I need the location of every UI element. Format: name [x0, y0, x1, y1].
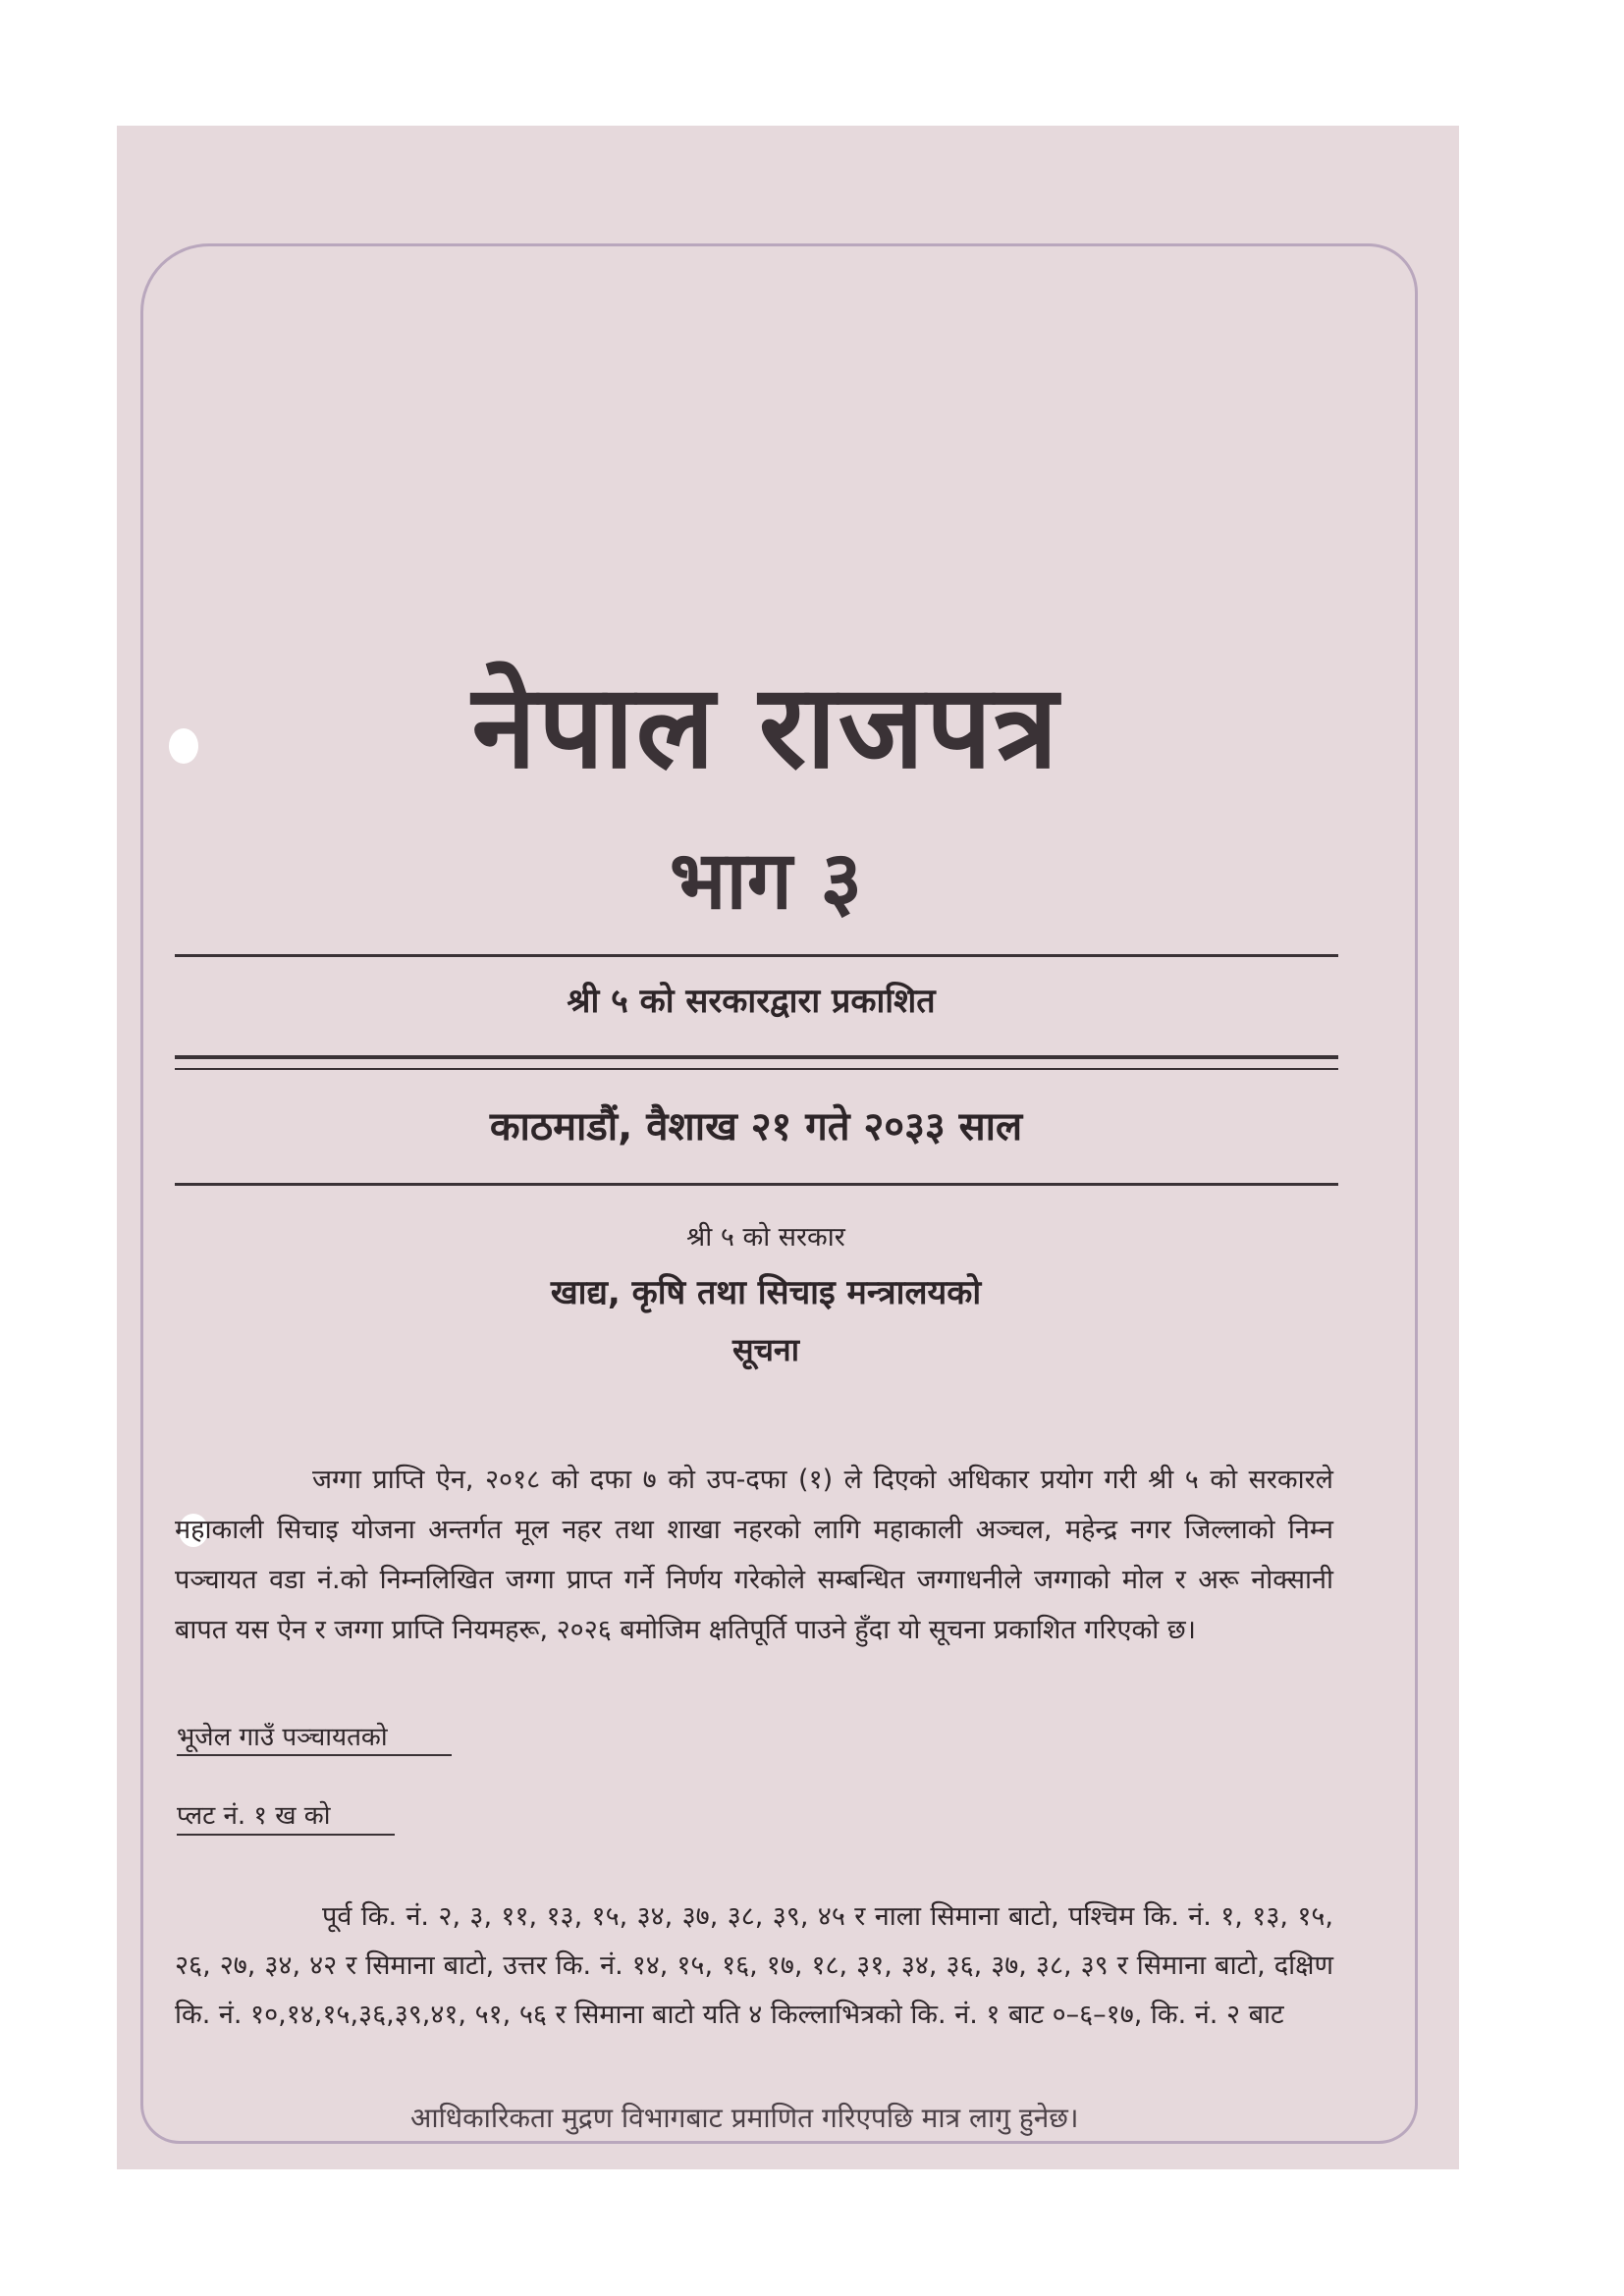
government-heading: श्री ५ को सरकार — [686, 1222, 845, 1253]
divider — [175, 1055, 1338, 1059]
notice-title: सूचना — [731, 1331, 799, 1368]
divider — [175, 1068, 1338, 1070]
publishing-authority: श्री ५ को सरकारद्वारा प्रकाशित — [567, 982, 936, 1021]
boundary-description: पूर्व कि. नं. २, ३, ११, १३, १५, ३४, ३७, ३८, ३९, ४५ र नाला सिमाना बाटो, पश्चिम कि. नं. १, १३, १५, २६, २७, ३४, ४२ र सिमाना बाटो, उत्तर कि. नं. १४, १५, १६, १७, १८, ३१, ३४, ३६, ३७, ३८, ३९ र सिमाना बाटो, दक्षिण कि. नं. १०,१४,१५,३६,३९,४१, ५१, ५६ र सिमाना बाटो यति ४ किल्लाभित्रको कि. नं. १ बाट ०–६–१७, कि. नं. २ बाट — [175, 1901, 1333, 2030]
panchayat-heading: भूजेल गाउँ पञ्चायतको — [177, 1723, 388, 1752]
punch-hole — [169, 728, 198, 764]
plot-heading: प्लट नं. १ ख को — [177, 1801, 331, 1831]
issue-dateline: काठमाडौं, वैशाख २१ गते २०३३ साल — [489, 1104, 1023, 1149]
ministry-heading: खाद्य, कृषि तथा सिचाइ मन्त्रालयको — [550, 1273, 982, 1312]
divider — [175, 954, 1338, 957]
part-number: भाग ३ — [669, 834, 863, 928]
underline — [177, 1834, 395, 1836]
page-border — [140, 243, 1418, 2144]
gazette-masthead: नेपाल राजपत्र — [471, 659, 1060, 794]
footer-note: आधिकारिकता मुद्रण विभागबाट प्रमाणित गरिएपछि मात्र लागु हुनेछ। — [410, 2102, 1079, 2134]
divider — [175, 1183, 1338, 1186]
notice-body: जग्गा प्राप्ति ऐन, २०१८ को दफा ७ को उप-दफा (१) ले दिएको अधिकार प्रयोग गरी श्री ५ को सरकारले महाकाली सिचाइ योजना अन्तर्गत मूल नहर तथा शाखा नहरको लागि महाकाली अञ्चल, महेन्द्र नगर जिल्लाको निम्न पञ्चायत वडा नं.को निम्नलिखित जग्गा प्राप्त गर्ने निर्णय गरेकोले सम्बन्धित जग्गाधनीले जग्गाको मोल र अरू नोक्सानी बापत यस ऐन र जग्गा प्राप्ति नियमहरू, २०२६ बमोजिम क्षतिपूर्ति पाउने हुँदा यो सूचना प्रकाशित गरिएको छ। — [175, 1465, 1333, 1645]
underline — [177, 1754, 452, 1756]
